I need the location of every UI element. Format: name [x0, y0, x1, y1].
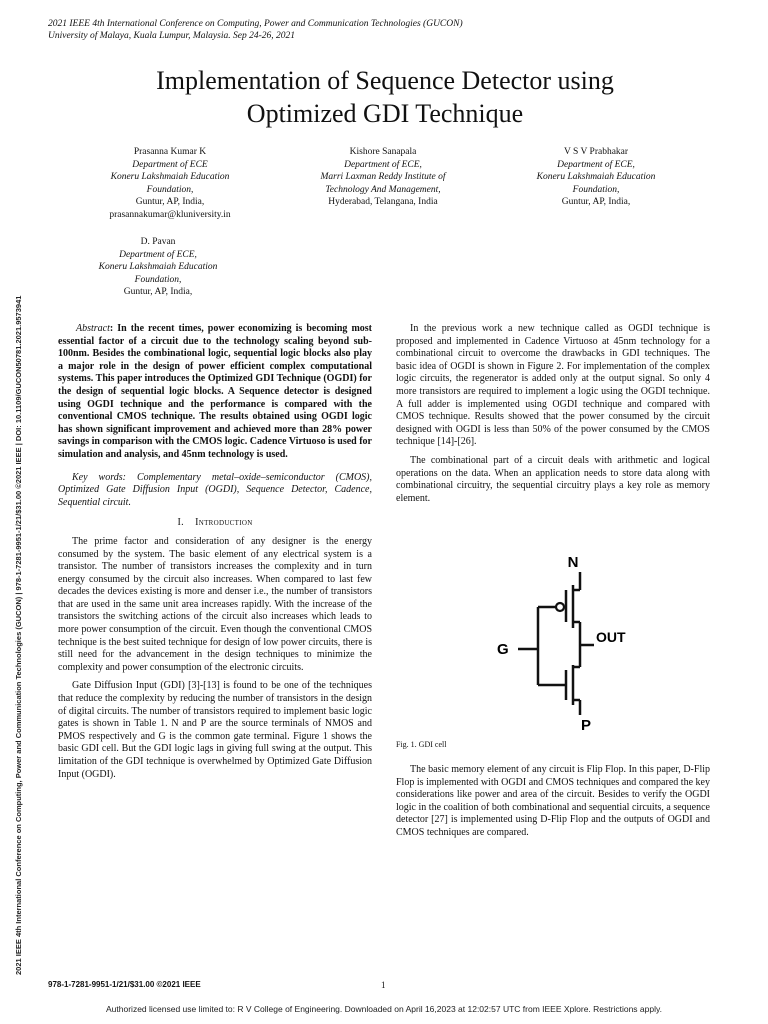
keywords: Key words: Complementary metal–oxide–semiconductor (CMOS), Optimized Gate Diffusion Input (OGDI), Sequence Detector, Cadence, Sequential circuit. [58, 471, 372, 508]
label-g: G [497, 641, 509, 658]
conference-line-1: 2021 IEEE 4th International Conference on Computing, Power and Communication Technologies (GUCON) [48, 19, 463, 29]
author-dept: Department of ECE, [344, 159, 422, 170]
gdi-cell-figure [480, 550, 660, 735]
author-name: D. Pavan [140, 237, 176, 247]
paragraph: The basic memory element of any circuit is Flip Flop. In this paper, D-Flip Flop is implemented with OGDI and CMOS techniques and compared the key considerations like power and area of the circuit. Besides to verify the OGDI logic in the coalition of both combinational and sequential circuits, a sequence detector [27] is implemented using D-Flip Flop and the outputs of OGDI and CMOS techniques are compared. [396, 764, 710, 838]
abstract-text: : In the recent times, power economizing is becoming most essential factor of a circuit due to the technology scaling beyond sub-100nm. Besides the combinational logic, sequential logic blocks also play a major role in the design of power efficient complex computational systems. This paper introduces the Optimized GDI Technique (OGDI) for the design of sequential logic blocks. A Sequence detector is designed using OGDI technique and the performance is compared with the conventional CMOS technique. The results obtained using OGDI logic has shown significant improvement and achieved more than 28% power savings in comparison with the CMOS logic. Cadence Virtuoso is used for simulation and analysis, and 45nm technology is used. [58, 323, 372, 460]
conference-line-2: University of Malaya, Kuala Lumpur, Malaysia. Sep 24-26, 2021 [48, 31, 295, 41]
paragraph: The combinational part of a circuit deals with arithmetic and logical operations on the data. When an application needs to store data along with combinational circuitry, the sequential circuitry plays a key role as memory element. [396, 454, 710, 504]
label-out: OUT [596, 629, 626, 645]
author-block [283, 146, 483, 209]
author-name: V S V Prabhakar [563, 147, 629, 157]
title-line-1: Implementation of Sequence Detector using [156, 66, 614, 95]
label-n: N [567, 554, 579, 571]
abstract [58, 323, 372, 462]
section-number: I. [177, 517, 184, 529]
author-block [70, 146, 270, 221]
paragraph: The prime factor and consideration of any designer is the energy consumed by the system. The basic element of any electrical system is a transistor. The number of transistors increases the complexity and in turn energy consumed by the circuit also increases. When compared to last few decades the devices existing is more and denser i.e., the number of transistors that are used in the same unit area increases rapidly. With the increase of the transistors the switching actions of the circuit also increases which leads to more power consumption of the circuit. Even though the conventional CMOS technique is the best suited technique for design of low power circuits, there is still need for the advancement in the design techniques to minimize the complexity and power consumption of the electronic circuits. [58, 535, 372, 673]
author-dept: Department of ECE [132, 159, 208, 170]
right-column-bottom [396, 764, 710, 846]
author-inst: Marri Laxman Reddy Institute of [320, 172, 446, 182]
author-inst: Foundation, [146, 184, 194, 195]
author-dept: Department of ECE, [557, 159, 635, 170]
author-inst: Technology And Management, [325, 184, 441, 195]
figure-caption: Fig. 1. GDI cell [396, 740, 447, 749]
author-name: Prasanna Kumar K [133, 147, 207, 157]
author-location: Guntur, AP, India, [135, 197, 205, 207]
left-column [58, 323, 372, 787]
page-number: 1 [381, 980, 386, 990]
side-copyright-note: 2021 IEEE 4th International Conference on Computing, Power and Communication Technologies (GUCON) | 978-1-7281-9951-1/21/$31.00 ©2021 IEEE | DOI: 10.1109/GUCON50781.2021.9573941 [14, 295, 23, 975]
author-dept: Department of ECE, [119, 249, 197, 260]
pmos-bubble [556, 603, 564, 611]
author-inst: Foundation, [572, 184, 620, 195]
paragraph: In the previous work a new technique called as OGDI technique is proposed and implemented in Cadence Virtuoso at 45nm technology for a combinational circuit to overcome the drawbacks in GDI techniques. The basic idea of OGDI is shown in Figure 2. For implementation of the complex logic circuits, the regenerator is added only at the output signal. So only 4 more transistors are required to implement a logic using the OGDI technique. A full adder is implemented using OGDI technique and compared with CMOS technique. Results showed that the power consumed by the circuit designed with OGDI is less than 50% of the power consumed by the CMOS technique [14]-[26]. [396, 323, 710, 448]
author-inst: Foundation, [134, 274, 182, 285]
author-inst: Koneru Lakshmaiah Education [98, 262, 218, 272]
section-heading [58, 517, 372, 530]
abstract-label: Abstract [76, 323, 110, 334]
author-name: Kishore Sanapala [349, 147, 417, 157]
title-line-2: Optimized GDI Technique [246, 99, 524, 128]
right-column-top [396, 323, 710, 511]
paper-title [60, 64, 710, 130]
author-location: Hyderabad, Telangana, India [328, 197, 438, 207]
author-block [58, 236, 258, 299]
author-inst: Koneru Lakshmaiah Education [536, 172, 656, 182]
section-title: Introduction [195, 517, 253, 529]
author-email[interactable]: prasannakumar@kluniversity.in [109, 209, 231, 220]
paragraph: Gate Diffusion Input (GDI) [3]-[13] is found to be one of the techniques that reduce the complexity by reducing the number of transistors in the design of digital circuits. The number of transistors required to implement basic logic gates is shown in Table 1. N and P are the source terminals of NMOS and PMOS respectively and G is the common gate terminal. Figure 1 shows the basic GDI cell. But the GDI logic lags in giving full swing at the output. This limitation of the GDI technique is overwhelmed by Optimized Gate Diffusion Input (OGDI). [58, 680, 372, 780]
conference-header [48, 18, 608, 42]
footer-copyright: 978-1-7281-9951-1/21/$31.00 ©2021 IEEE [48, 980, 201, 989]
label-p: P [581, 717, 592, 734]
author-inst: Koneru Lakshmaiah Education [110, 172, 230, 182]
author-location: Guntur, AP, India, [123, 287, 193, 297]
authorized-use-note: Authorized licensed use limited to: R V College of Engineering. Downloaded on April 16,2023 at 12:02:57 UTC from IEEE Xplore. Restrictions apply. [106, 1004, 662, 1014]
author-location: Guntur, AP, India, [561, 197, 631, 207]
author-block [496, 146, 696, 209]
